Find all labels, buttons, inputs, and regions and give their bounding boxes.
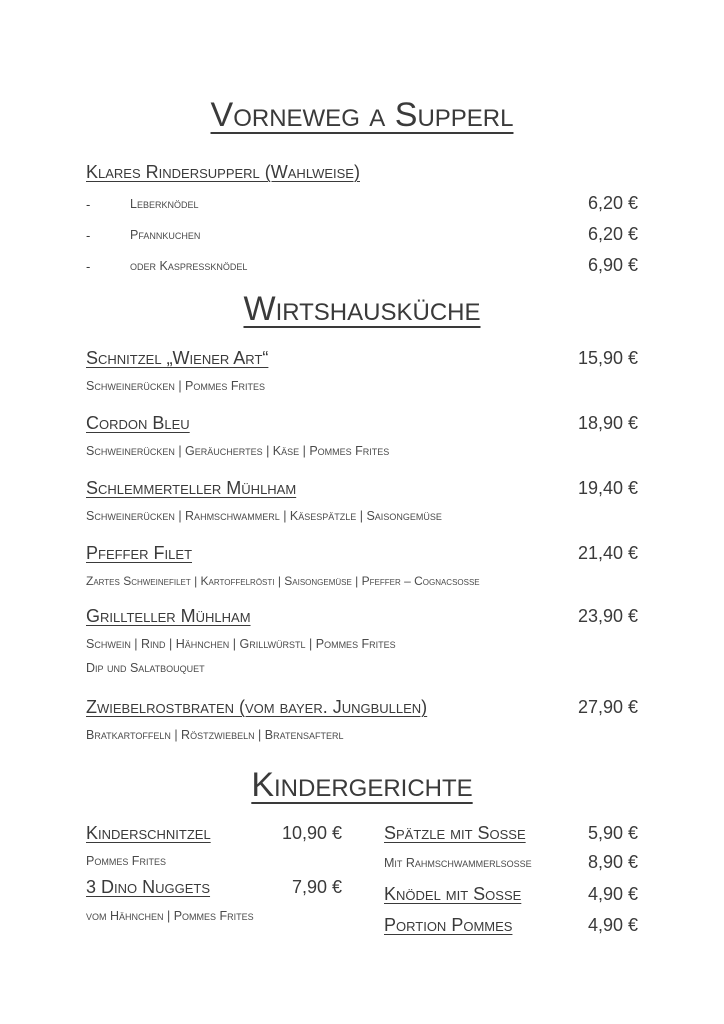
main-item-title: Cordon Bleu [86, 413, 190, 433]
soup-item-label: Leberknödel [130, 197, 199, 211]
soup-item-price: 6,20 € [587, 224, 638, 244]
kids-right-price: 4,90 € [587, 884, 638, 904]
soup-heading: Vorneweg a Supperl [210, 96, 514, 134]
main-item-price: 21,40 € [577, 543, 638, 563]
soup-item-dash: - [86, 259, 91, 274]
main-item-desc: Schwein | Rind | Hähnchen | Grillwürstl | Pommes Frites [86, 637, 396, 651]
main-item-price: 19,40 € [577, 478, 638, 498]
kids-left-desc: Pommes Frites [86, 854, 166, 868]
soup-item-label: oder Kaspressknödel [130, 259, 248, 273]
kids-left-price: 10,90 € [281, 823, 342, 843]
kids-left-title: 3 Dino Nuggets [86, 877, 211, 897]
main-item-title: Schlemmerteller Mühlham [86, 478, 297, 498]
main-item-price: 15,90 € [577, 348, 638, 368]
soup-item-label: Pfannkuchen [130, 228, 201, 242]
main-item-desc: Dip und Salatbouquet [86, 661, 205, 675]
main-item-desc: Schweinerücken | Pommes Frites [86, 379, 265, 393]
main-item-title: Grillteller Mühlham [86, 606, 251, 626]
soup-title: Klares Rindersupperl (Wahlweise) [86, 162, 360, 182]
main-item-desc: Schweinerücken | Rahmschwammerl | Käsespätzle | Saisongemüse [86, 509, 442, 523]
kids-right-title: Knödel mit Soße [384, 884, 522, 904]
main-item-price: 23,90 € [577, 606, 638, 626]
kids-right-price: 8,90 € [587, 852, 638, 872]
main-heading: Wirtshausküche [243, 290, 481, 328]
kids-left-price: 7,90 € [291, 877, 342, 897]
main-item-price: 18,90 € [577, 413, 638, 433]
kids-right-title: Spätzle mit Soße [384, 823, 526, 843]
main-item-desc: Zartes Schweinefilet | Kartoffelrösti | Saisongemüse | Pfeffer – Cognacsoße [86, 574, 480, 588]
soup-item-dash: - [86, 228, 91, 243]
kids-left-desc: vom Hähnchen | Pommes Frites [86, 909, 254, 923]
kids-left-title: Kinderschnitzel [86, 823, 211, 843]
main-item-price: 27,90 € [577, 697, 638, 717]
soup-item-dash: - [86, 197, 91, 212]
main-item-desc: Schweinerücken | Geräuchertes | Käse | Pommes Frites [86, 444, 390, 458]
main-item-title: Pfeffer Filet [86, 543, 193, 563]
kids-heading: Kindergerichte [251, 766, 473, 804]
kids-right-price: 5,90 € [587, 823, 638, 843]
kids-right-subtitle: Mit Rahmschwammerlsoße [384, 856, 532, 870]
main-item-desc: Bratkartoffeln | Röstzwiebeln | Bratensafterl [86, 728, 344, 742]
soup-item-price: 6,90 € [587, 255, 638, 275]
main-item-title: Zwiebelrostbraten (vom bayer. Jungbullen) [86, 697, 428, 717]
main-item-title: Schnitzel „Wiener Art“ [86, 348, 269, 368]
kids-right-price: 4,90 € [587, 915, 638, 935]
soup-item-price: 6,20 € [587, 193, 638, 213]
kids-right-title: Portion Pommes [384, 915, 513, 935]
